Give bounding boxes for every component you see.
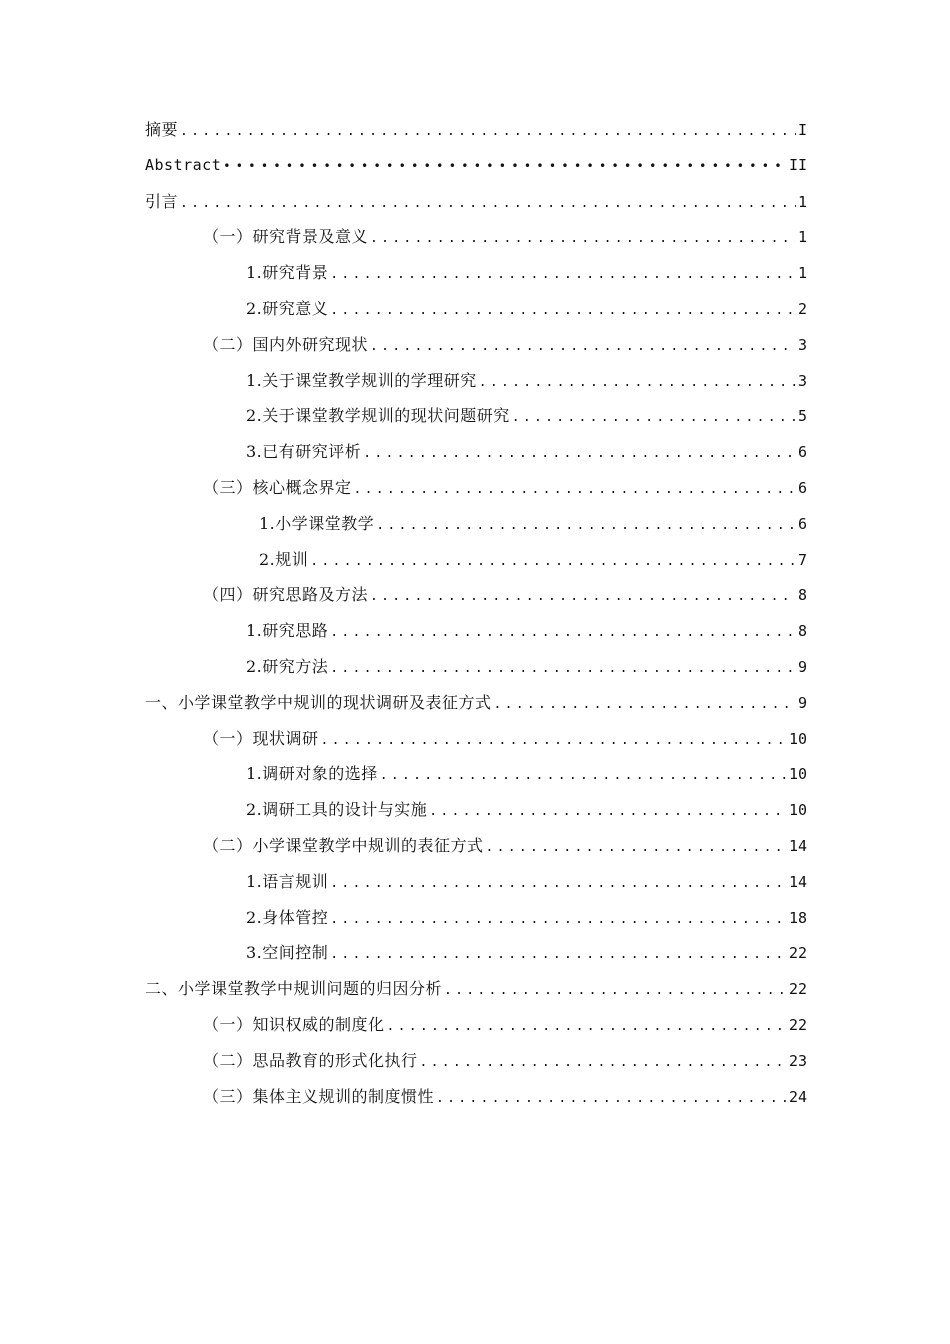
toc-entry-title: 摘要 bbox=[145, 120, 179, 139]
table-of-contents bbox=[145, 112, 807, 1114]
toc-entry-title: 3.已有研究评析 bbox=[246, 442, 362, 462]
toc-page-number: 9 bbox=[797, 693, 807, 712]
toc-entry-title: 2.规训 bbox=[259, 549, 309, 569]
toc-leader-dots bbox=[486, 830, 787, 866]
toc-leader-dots bbox=[321, 723, 787, 759]
toc-page-number: 2 bbox=[797, 299, 807, 318]
toc-entry-title: （一）研究背景及意义 bbox=[203, 227, 369, 247]
toc-page-number: 18 bbox=[788, 908, 807, 927]
toc-entry[interactable] bbox=[145, 721, 807, 757]
toc-leader-dots bbox=[370, 221, 796, 257]
toc-entry[interactable] bbox=[145, 112, 807, 148]
toc-leader-dots bbox=[420, 1045, 787, 1081]
toc-entry[interactable] bbox=[145, 685, 807, 721]
toc-leader-dots bbox=[444, 973, 787, 1009]
toc-entry-title: （四）研究思路及方法 bbox=[203, 585, 369, 605]
toc-page-number: 23 bbox=[788, 1051, 807, 1070]
toc-leader-dots bbox=[436, 1081, 787, 1117]
toc-entry[interactable] bbox=[145, 792, 807, 828]
toc-page-number: 22 bbox=[788, 980, 807, 999]
toc-entry-title: Abstract bbox=[145, 155, 222, 174]
toc-entry-title: 二、小学课堂教学中规训问题的归因分析 bbox=[145, 979, 443, 999]
toc-entry[interactable] bbox=[145, 1043, 807, 1079]
toc-leader-dots bbox=[310, 544, 796, 580]
toc-leader-dots bbox=[479, 365, 796, 401]
toc-entry-title: （二）国内外研究现状 bbox=[203, 334, 369, 354]
toc-entry[interactable] bbox=[145, 756, 807, 792]
toc-entry-title: （三）集体主义规训的制度惯性 bbox=[203, 1086, 435, 1106]
toc-page-number: 7 bbox=[797, 550, 807, 569]
toc-entry-title: （二）思品教育的形式化执行 bbox=[203, 1050, 418, 1070]
toc-entry-title: 2.身体管控 bbox=[246, 907, 329, 927]
toc-leader-dots bbox=[180, 186, 796, 222]
toc-entry[interactable] bbox=[145, 434, 807, 470]
toc-entry-title: 2.研究方法 bbox=[246, 656, 329, 676]
toc-leader-dots bbox=[370, 329, 796, 365]
toc-page-number: 8 bbox=[797, 586, 807, 605]
toc-page-number: II bbox=[788, 155, 807, 174]
toc-page-number: 10 bbox=[788, 765, 807, 784]
toc-leader-dots bbox=[494, 687, 796, 723]
toc-page-number: 10 bbox=[788, 801, 807, 820]
toc-page-number: 10 bbox=[788, 729, 807, 748]
toc-entry[interactable] bbox=[145, 864, 807, 900]
toc-entry[interactable] bbox=[145, 1007, 807, 1043]
toc-entry-title: 1.调研对象的选择 bbox=[246, 764, 378, 784]
toc-entry[interactable] bbox=[145, 506, 807, 542]
toc-entry[interactable] bbox=[145, 613, 807, 649]
toc-entry-title: 1.研究思路 bbox=[246, 621, 329, 641]
toc-leader-dots bbox=[180, 114, 796, 150]
toc-page-number: 9 bbox=[797, 657, 807, 676]
toc-page-number: 3 bbox=[797, 371, 807, 390]
toc-leader-dots bbox=[363, 436, 796, 472]
toc-entry[interactable] bbox=[145, 1079, 807, 1115]
toc-leader-dots bbox=[376, 508, 796, 544]
toc-entry-title: （三）核心概念界定 bbox=[203, 477, 352, 497]
toc-leader-dots bbox=[370, 579, 796, 615]
toc-entry-title: 引言 bbox=[145, 191, 179, 211]
toc-entry-title: 一、小学课堂教学中规训的现状调研及表征方式 bbox=[145, 692, 492, 712]
toc-leader-dots bbox=[429, 794, 787, 830]
toc-entry-title: 2.关于课堂教学规训的现状问题研究 bbox=[246, 406, 510, 426]
toc-entry-title: 2.研究意义 bbox=[246, 298, 329, 318]
toc-leader-dots bbox=[330, 902, 787, 938]
toc-page-number: 1 bbox=[797, 228, 807, 247]
toc-page-number: 14 bbox=[788, 872, 807, 891]
toc-entry[interactable] bbox=[145, 327, 807, 363]
toc-page-number: 1 bbox=[797, 192, 807, 211]
toc-page-number: 8 bbox=[797, 622, 807, 641]
toc-page-number: 14 bbox=[788, 836, 807, 855]
toc-entry[interactable] bbox=[145, 363, 807, 399]
toc-entry[interactable] bbox=[145, 398, 807, 434]
toc-entry[interactable] bbox=[145, 900, 807, 936]
toc-leader-dots bbox=[330, 937, 787, 973]
toc-entry[interactable] bbox=[145, 148, 807, 184]
toc-entry-title: 1.关于课堂教学规训的学理研究 bbox=[246, 370, 477, 390]
toc-entry[interactable] bbox=[145, 542, 807, 578]
toc-entry[interactable] bbox=[145, 828, 807, 864]
toc-entry-title: （二）小学课堂教学中规训的表征方式 bbox=[203, 835, 484, 855]
toc-leader-dots bbox=[330, 293, 796, 329]
toc-leader-dots bbox=[223, 149, 787, 185]
toc-entry[interactable] bbox=[145, 184, 807, 220]
toc-leader-dots bbox=[330, 257, 796, 293]
toc-page-number: 22 bbox=[788, 1015, 807, 1034]
toc-leader-dots bbox=[387, 1009, 787, 1045]
toc-page-number: I bbox=[797, 121, 807, 139]
toc-page-number: 24 bbox=[788, 1087, 807, 1106]
toc-entry[interactable] bbox=[145, 935, 807, 971]
toc-entry[interactable] bbox=[145, 577, 807, 613]
toc-page-number: 6 bbox=[797, 478, 807, 497]
toc-entry-title: 1.研究背景 bbox=[246, 263, 329, 283]
toc-entry-title: （一）知识权威的制度化 bbox=[203, 1014, 385, 1034]
toc-entry[interactable] bbox=[145, 649, 807, 685]
toc-page-number: 5 bbox=[797, 407, 807, 426]
toc-entry-title: 1.小学课堂教学 bbox=[259, 513, 375, 533]
toc-leader-dots bbox=[330, 651, 796, 687]
toc-leader-dots bbox=[330, 866, 787, 902]
toc-page-number: 6 bbox=[797, 443, 807, 462]
toc-entry[interactable] bbox=[145, 971, 807, 1007]
toc-page-number: 6 bbox=[797, 514, 807, 533]
toc-entry-title: 2.调研工具的设计与实施 bbox=[246, 800, 428, 820]
toc-page-number: 1 bbox=[797, 264, 807, 283]
toc-entry-title: 1.语言规训 bbox=[246, 871, 329, 891]
toc-entry[interactable] bbox=[145, 219, 807, 255]
toc-entry-title: （一）现状调研 bbox=[203, 728, 319, 748]
toc-leader-dots bbox=[354, 472, 796, 508]
toc-leader-dots bbox=[380, 758, 787, 794]
toc-page-number: 3 bbox=[797, 335, 807, 354]
toc-entry[interactable] bbox=[145, 255, 807, 291]
toc-leader-dots bbox=[512, 400, 796, 436]
toc-entry-title: 3.空间控制 bbox=[246, 943, 329, 963]
toc-entry[interactable] bbox=[145, 470, 807, 506]
toc-entry[interactable] bbox=[145, 291, 807, 327]
toc-page-number: 22 bbox=[788, 944, 807, 963]
toc-leader-dots bbox=[330, 615, 796, 651]
